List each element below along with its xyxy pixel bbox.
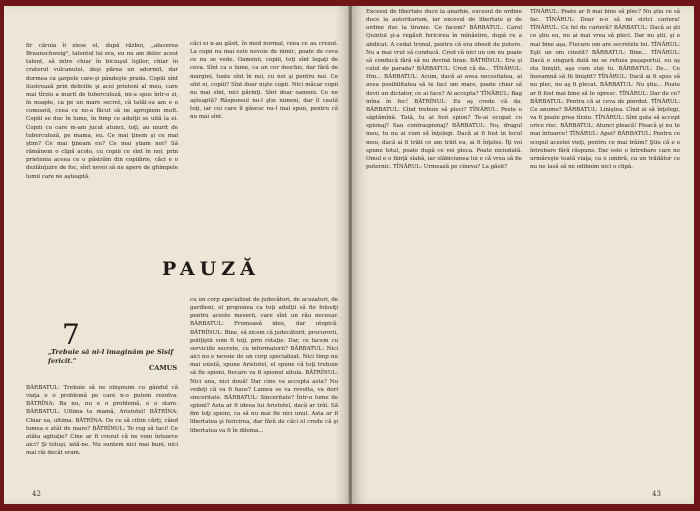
motto-quote: „Trebuie să ni-l imaginăm pe Sisif fericit." — [48, 348, 174, 365]
left-page — [4, 6, 350, 504]
left-col1-top-paragraph: fir căruia îi ziese el, după război, „afacerea Braunschweig", talentul lui era, eu nu am deloc acest talent, să intre chiar în biciuşul lojilor, chiar în craterul vulcanului, deşi părea un adormit, dar dormea ca şarpele care-şi pândeşte prada. Copiii sînt ilustrează prin deliciile şi acei prieteni al meu, care mai tîrziu a murit de tuberculoză, mi-a spus într-o zi, în noapte, ca pe un mare secret, că tatăl-su am e o comoară, ceea ce ne-a făcut să ne apropiem mult. Copiii se duc în lume, în timp ce adulţii se uită la ei. Copiii cu care m-am jucat atunci, toţi, au murit de tuberculoză, pe mama, eu. Ce mai ţinem şi ce mai ştim? Ce mai ţineam eu? Ce mai ştiam noi? Să rămânem o clipă acolo, cu copiii ce sînt în noi, prin prietenia aceea ce o păstrăm din copilărie, căci e o dezlănţuire de foc, sînt nevoi să ne apere de ghimpele lumii care ne aşteaptă. — [26, 43, 178, 180]
right-col2-text — [530, 8, 680, 478]
right-page — [352, 6, 694, 504]
motto-author: CAMUS — [149, 364, 178, 372]
section-number: 7 — [62, 318, 80, 351]
section-heading-pauza: PAUZĂ — [162, 258, 260, 280]
left-col2-top-text — [190, 40, 338, 252]
left-col1-top-text — [26, 42, 178, 254]
page-number-left: 42 — [32, 490, 41, 498]
right-col1-text — [366, 8, 522, 478]
left-col1-dialog-paragraph: BĂRBATUL: Trebuie să ne obişnuim cu gândul că viaţa e o problemă pe care n-o putem rezolva. BĂTRÎNA: Ba nu, nu e o problemă, e o stare. BĂRBATUL: Ultima ta mamă, Aristotel! BĂTRÎNA: Chiar ea, ultima. BĂTRÎNA: De ce să citim cărţi, când lumea e atât de mare? BĂTRÎNUL: Te rog să taci! Ce atâta agitaţie? Cine ar fi crezut că ne vom întoarce aici? Şi totuşi, iată-ne. Nu suntem nici mai buni, nici mai răi decât eram. — [26, 385, 178, 457]
left-col2-top-paragraph: căci ei n-au găsit, în mod normal, ceea ce au crezut. La copii nu mai este nevoie de nimic, poate de ceva ce nu se vede. Oamenii, copiii, toţi sînt legaţi de ceva. Sînt ca o lume, ca un cer deschis, dar fără de margini, toate sînt în noi, cu noi şi pentru noi. Ce sînt ei, copiii? Sînt doar nişte copii. Nici măcar copii nu mai sînt, nici părinţi. Sînt doar oameni. Ce ne aşteaptă? Răspunsul nu-l ştie nimeni, dar îl caută toţi, iar cei care îl găsesc nu-l mai spun, pentru că nu mai sînt. — [190, 41, 338, 121]
page-number-right: 43 — [652, 490, 661, 498]
left-col2-dialog-paragraph: cu un corp specializat de judecători, de acuzatori, de gardieni, el propunea ca toţi adulţii să fie folosiţi pentru aceste meserii, care sînt un rău necesar. BĂRBATUL: Frumoasă idee, dar utopică. BĂTRÎNUL: Bine, să zicem că judecătorii, procurorii, poliţiştii vom fi toţi, prin rotaţie. Dar, ce facem cu serviciile secrete, cu informatorii? BĂRBATUL: Nici aici nu e nevoie de un corp specializat. Nici timp nu mai există, spune Aristotel, el spune că toţi trebuie să fie spioni, fiecare va fi spionul altuia. BĂTRÎNUL: Nici una, nici două! Dar cine va accepta asta? Nu vedeţi că va fi haos? Lumea se va revolta, va dori sinceritate. BĂRBATUL: Sinceritate? Într-o lume de spioni? Asta ar fi ideea lui Aristotel, dacă ar trăi. Să fim toţi spioni, ca să nu mai fie nici unul. Asta ar fi libertatea şi fericirea, dar fără de căci el crede că şi libertatea va fi în dilema... — [190, 297, 338, 434]
left-col2-dialog-text — [190, 296, 338, 492]
right-col1-paragraph: Excesul de libertate duce la anarhie, excesul de ordine duce la autoritarism, iar excesul de libertate şi de ordine duc la tiranie. Ce facem? BĂRBATUL: Carol Quintul şi-a regăsit fericirea în mînăstire, după ce a abdicat. A cedat tronul, pentru că era obosit de putere. Nu a mai vrut să conducă. Cred că nici un om nu poate să conducă fără să nu devină tiran. BĂTRÎNUL: Era şi culul de parada? BĂRBATUL: Cred că da... TÎNĂRUL: Hm... BĂRBATUL: Acum, dacă ai avea necesitatea, ai avea posibilitatea să te faci om mare, poate chiar să devii un dictator, ce ai face? Ai accepta? TÎNĂRUL: Bag mîna în foc! BĂTRÎNUL: Eu aş crede că da. BĂRBATUL: Cînd trebuie să pleci? TÎNĂRUL: Peste o săptămînă. Tată, tu ai fost spion? Te-ai ocupat cu spionaj? Sau contraspionaj? BĂRBATUL: Nu, dragul meu, tu nu ai cum să înţelegi. Dacă ai fi fost în locul meu, dacă ai fi trăit ce am trăit eu, ai fi înţeles. Îţi voi spune totul, poate după ce vei pleca. Poate niciodată. Omul e o fiinţă slabă, iar slăbiciunea lui e că vrea să fie puternic. TÎNĂRUL: Urmează pe cineva? La găsit? — [366, 9, 522, 170]
right-col2-paragraph: TÎNĂRUL: Poate ar fi mai bine să plec? Nu ştiu ce să fac. TÎNĂRUL: Doar n-o să mi strici cariera! TÎNĂRUL: Ce fel de carieră? BĂRBATUL: Dacă ai şti ce ştiu eu, nu ai mai vrea să pleci. Dar nu ştii, şi e mai bine aşa. Fiecare om are secretele lui. TÎNĂRUL: Eşti un om cinstit? BĂRBATUL: Bine... TÎNĂRUL: Dacă o singură dată mi se refuza paşaportul, eu aş sta liniştit, aşa cum stai tu. BĂRBATUL: De... Ce înseamnă să fii liniştit? TÎNĂRUL: Dacă ai fi spus să nu plec, nu aş fi plecat. BĂRBATUL: Nu ştiu... Poate ar fi fost mai bine să te opresc. TÎNĂRUL: Dar de ce? BĂRBATUL: Pentru că ai ceva de pierdut. TÎNĂRUL: Ce anume? BĂRBATUL: Liniştea. Cînd ai să înţelegi, va fi poate prea tîrziu. TÎNĂRUL: Sînt gata să accept orice risc. BĂRBATUL: Atunci pleacă! Pleacă şi nu te mai întoarce! TÎNĂRUL: Apoi? BĂRBATUL: Pentru ce scopul acestei vieţi, pentru ce mai trăim? Ştiu că e o întrebare fără răspuns. Dar este o întrebare care ne urmăreşte toată viaţa, ca o umbră, ca un trădător ce nu ne lasă să ne odihnim nici o clipă. — [530, 9, 680, 170]
left-col1-dialog-text — [26, 384, 178, 484]
